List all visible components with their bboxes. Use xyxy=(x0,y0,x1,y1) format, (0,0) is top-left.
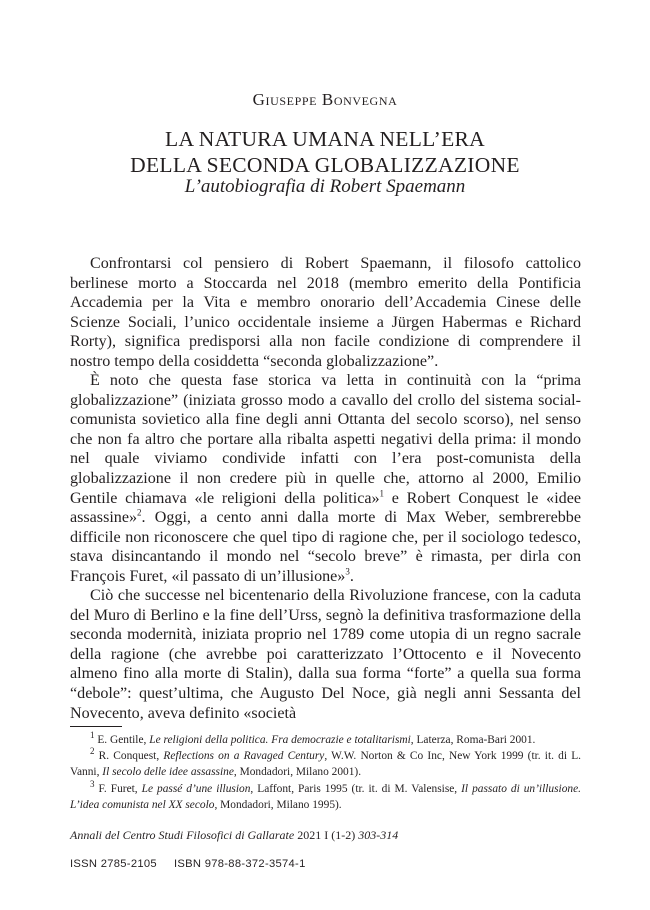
paragraph-3: Ciò che successe nel bicentenario della Rivoluzione francese, con la caduta del Muro di Berlino e la fine dell’Urss, segnò la definitiva trasformazione della seconda modernità, iniziata proprio nel 1789 come utopia di un regno sacrale della ragione (che avrebbe poi caratterizzato l’Ottocento e il Novecento almeno fino alla morte di Stalin), dalla sua forma “forte” a quella sua forma “debole”: quest’ultima, che Augusto Del Noce, già negli anni Sessanta del Novecento, aveva definito «società xyxy=(70,587,581,722)
footnote-2-translation-publisher: , Mondadori, Milano 2001). xyxy=(233,766,362,779)
paragraph-2-text-b: e Robert Conquest le «idee assassine» xyxy=(70,489,581,527)
footnote-3-translation-title: Il passato di un’illusione. L’idea comunista nel XX secolo xyxy=(70,782,581,811)
footnote-ref-1[interactable]: 1 xyxy=(379,488,385,499)
footnote-separator xyxy=(70,726,122,727)
article-title xyxy=(0,126,650,178)
title-line-1: LA NATURA UMANA NELL’ERA xyxy=(165,127,485,151)
article-body xyxy=(70,254,581,723)
footnote-ref-2[interactable]: 2 xyxy=(137,507,142,518)
footnote-ref-3[interactable]: 3 xyxy=(345,566,350,577)
publication-identifiers xyxy=(70,858,306,870)
journal-name: Annali del Centro Studi Filosofici di Gallarate xyxy=(70,828,295,842)
paragraph-2 xyxy=(70,371,581,586)
footnote-1-text: E. Gentile, xyxy=(94,734,150,746)
footnote-1-number: 1 xyxy=(90,730,95,741)
paragraph-2-text-d: . xyxy=(349,567,354,585)
footnote-2-translation-title: Il secolo delle idee assassine xyxy=(102,766,234,779)
footnote-1-title: Le religioni della politica. Fra democrazie e totalitarismi xyxy=(149,734,411,746)
footnote-1 xyxy=(70,732,581,748)
footnote-2 xyxy=(70,748,581,780)
footnote-2-title: Reflections on a Ravaged Century xyxy=(163,750,325,763)
footnote-3-publisher: , Laffont, Paris 1995 (tr. it. di M. Valensise, xyxy=(250,782,462,795)
article-author: Giuseppe Bonvegna xyxy=(252,90,398,109)
footnote-3 xyxy=(70,778,581,813)
footnotes xyxy=(70,732,581,813)
paragraph-1: Confrontarsi col pensiero di Robert Spaemann, il filosofo cattolico berlinese morto a Stoccarda nel 2018 (membro emerito della Pontificia Accademia per la Vita e membro onorario dell’Accademia Cinese delle Scienze Sociali, l’unico occidentale insieme a Jürgen Habermas e Richard Rorty), significa predisporsi alla non facile condizione di comprendere il nostro tempo della cosiddetta “seconda globalizzazione”. xyxy=(70,255,581,370)
paragraph-2-text-a: È noto che questa fase storica va letta in continuità con la “prima globalizzazione” (iniziata grosso modo a cavallo del crollo del sistema social-comunista sovietico alla fine degli anni Ottanta del secolo scorso), nel senso che non fa altro che portare alla ribalta aspetti negativi della prima: il mondo nel quale viviamo condivide infatti con l’era post-comunista della globalizzazione il non credere più in quelle che, attorno al 2000, Emilio Gentile chiamava «le religioni della politica» xyxy=(70,372,581,507)
footnote-3-text: F. Furet, xyxy=(94,782,142,795)
footnote-3-number: 3 xyxy=(90,778,95,789)
title-line-2: DELLA SECONDA GLOBALIZZAZIONE xyxy=(130,153,520,177)
journal-pages: 303-314 xyxy=(358,828,399,842)
journal-citation xyxy=(70,828,398,843)
footnote-1-publisher: , Laterza, Roma-Bari 2001. xyxy=(410,734,536,746)
issn-number: ISSN 2785-2105 xyxy=(70,858,157,870)
footnote-2-text: R. Conquest, xyxy=(94,750,164,763)
footnote-3-title: Le passé d’une illusion xyxy=(141,782,251,795)
paragraph-2-text-c: . Oggi, a cento anni dalla morte di Max Weber, sembrerebbe difficile non riconoscere che quel tipo di ragione che, per il sociologo tedesco, stava disincantando il mondo nel “secolo breve” è rimasta, per dirla con François Furet, «il passato di un’illusione» xyxy=(70,509,581,585)
footnote-2-publisher: , W.W. Norton & Co Inc, New York 1999 (tr. it. di L. Vanni, xyxy=(70,750,581,779)
isbn-number: ISBN 978-88-372-3574-1 xyxy=(174,858,306,870)
footnote-3-translation-publisher: , Mondadori, Milano 1995). xyxy=(214,798,342,811)
article-subtitle: L’autobiografia di Robert Spaemann xyxy=(184,176,466,197)
footnote-2-number: 2 xyxy=(90,746,95,757)
journal-issue: 2021 I (1-2) xyxy=(294,828,359,842)
